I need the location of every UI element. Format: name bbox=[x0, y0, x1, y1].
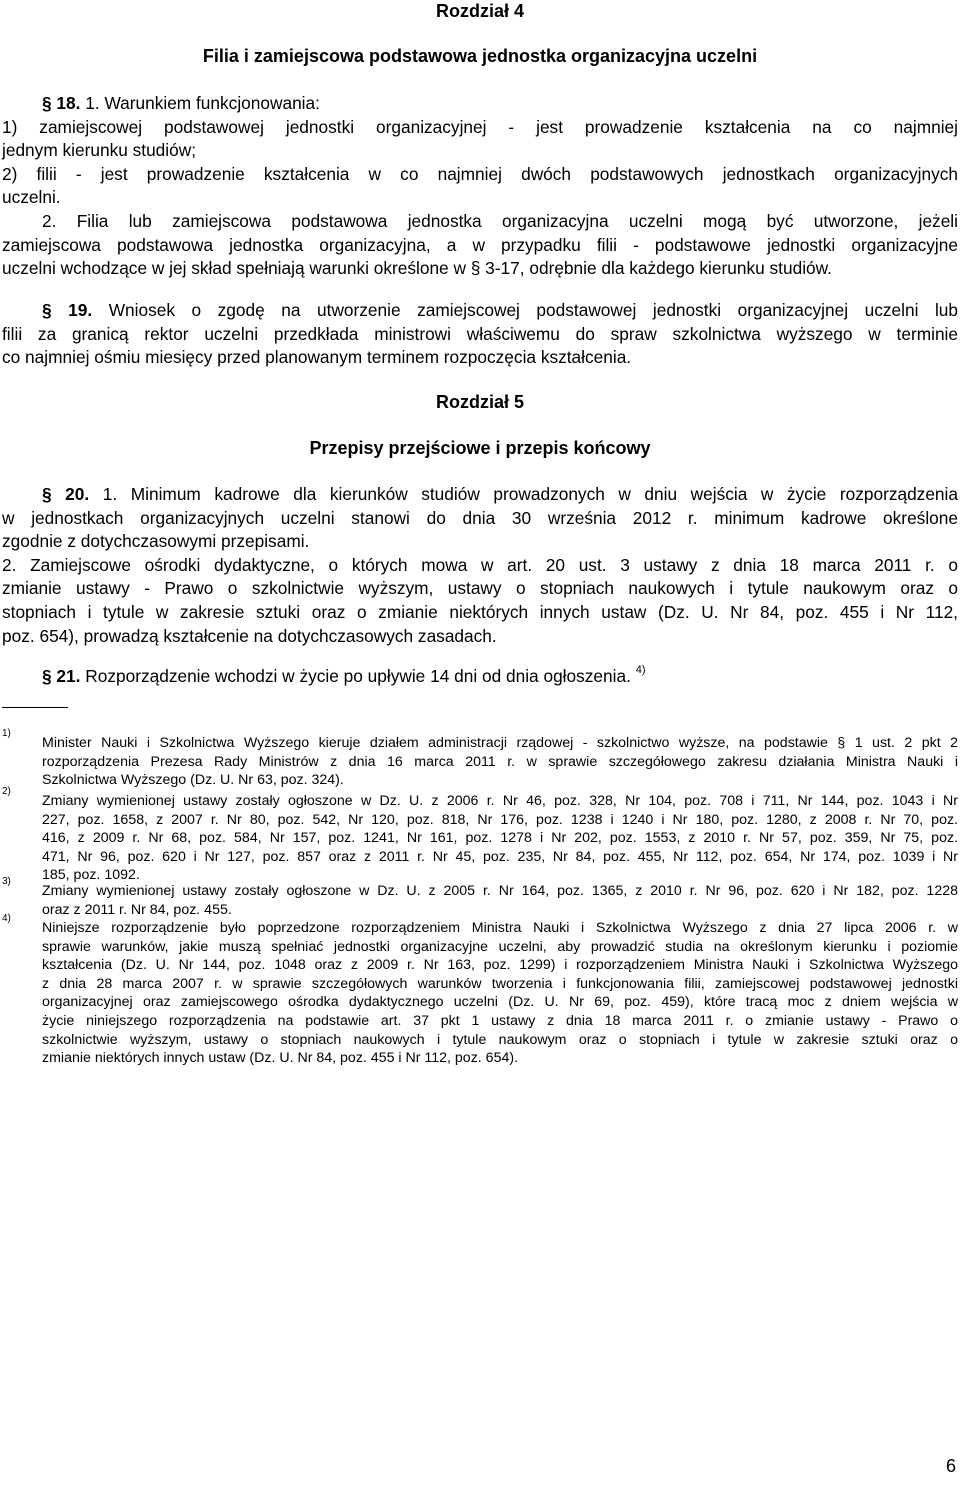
p18-line-1: § 18. 1. Warunkiem funkcjonowania: bbox=[42, 93, 320, 113]
p20-line-3: zgodnie z dotychczasowymi przepisami. bbox=[2, 531, 310, 552]
p20-line-1: § 20. 1. Minimum kadrowe dla kierunków studiów prowadzonych w dniu wejścia w życie rozporządzenia bbox=[42, 484, 958, 504]
footnote-line: Zmiany wymienionej ustawy zostały ogłoszone w Dz. U. z 2005 r. Nr 164, poz. 1365, z 2010 r. Nr 96, poz. 620 i Nr 182, poz. 1228 bbox=[42, 883, 958, 899]
footnote-line: sprawie warunków, jakie muszą spełniać jednostki organizacyjne uczelni, aby prowadzić studia na określonym kierunku i poziomie bbox=[42, 938, 958, 955]
footnote-line: Minister Nauki i Szkolnictwa Wyższego kieruje działem administracji rządowej - szkolnictwo wyższe, na podstawie § 1 ust. 2 pkt 2 bbox=[42, 735, 958, 751]
footnote-line: 471, Nr 96, poz. 620 i Nr 127, poz. 857 oraz z 2011 r. Nr 45, poz. 235, Nr 84, poz. 455, Nr 112, poz. 654, Nr 174, poz. 1039 i Nr bbox=[42, 848, 958, 865]
footnote-line: Niniejsze rozporządzenie było poprzedzone rozporządzeniem Ministra Nauki i Szkolnictwa Wyższego z dnia 27 lipca 2006 r. w bbox=[42, 920, 958, 936]
p19-number: § 19. bbox=[42, 300, 93, 320]
footnote-divider bbox=[2, 707, 68, 708]
footnote-line: oraz z 2011 r. Nr 84, poz. 455. bbox=[42, 901, 232, 918]
p20-line-2: w jednostkach organizacyjnych uczelni stanowi do dnia 30 września 2012 r. minimum kadrowe określone bbox=[2, 507, 958, 528]
footnote-line: życie niniejszego rozporządzenia na podstawie art. 37 pkt 1 ustawy z dnia 18 marca 2011 r. o zmianie ustawy - Prawo o bbox=[42, 1012, 958, 1029]
footnote-text bbox=[42, 919, 958, 1068]
paragraph-21 bbox=[2, 665, 958, 689]
footnote-mark: 1) bbox=[2, 728, 11, 739]
footnote-line: Zmiany wymienionej ustawy zostały ogłoszone w Dz. U. z 2006 r. Nr 46, poz. 328, Nr 104, poz. 708 i 711, Nr 144, poz. 1043 i Nr bbox=[42, 793, 958, 809]
footnote-mark: 2) bbox=[2, 786, 11, 797]
footnote-line: 416, z 2009 r. Nr 68, poz. 584, Nr 157, poz. 1241, Nr 161, poz. 1278 i Nr 202, poz. 1553, z 2010 r. Nr 57, poz. 359, Nr 75, poz. bbox=[42, 830, 958, 847]
p20-line-4: 2. Zamiejscowe ośrodki dydaktyczne, o których mowa w art. 20 ust. 3 ustawy z dnia 18 marca 2011 r. o bbox=[2, 554, 958, 575]
chapter-4-title: Rozdział 4 bbox=[435, 1, 524, 21]
footnote-line: kształcenia (Dz. U. Nr 144, poz. 1048 oraz z 2009 r. Nr 163, poz. 1299) i rozporządzeniem Ministra Nauki i Szkolnictwa Wyższego bbox=[42, 957, 958, 974]
p20-number: § 20. bbox=[42, 484, 90, 504]
paragraph-19 bbox=[2, 299, 958, 370]
page-number: 6 bbox=[945, 1456, 956, 1476]
chapter-5-subtitle: Przepisy przejściowe i przepis końcowy bbox=[309, 438, 651, 458]
p20-line-5: zmianie ustawy - Prawo o szkolnictwie wyższym, ustawy o stopniach naukowych i tytule naukowym oraz o bbox=[2, 578, 958, 599]
footnote-line: 185, poz. 1092. bbox=[42, 867, 140, 884]
p18-line-2: 1) zamiejscowej podstawowej jednostki organizacyjnej - jest prowadzenie kształcenia na co najmniej bbox=[2, 116, 958, 137]
p21-number: § 21. bbox=[42, 666, 81, 686]
chapter-4-subtitle: Filia i zamiejscowa podstawowa jednostka organizacyjna uczelni bbox=[202, 46, 758, 66]
p18-line-7: zamiejscowa podstawowa jednostka organizacyjna, a w przypadku filii - podstawowe jednostki organizacyjne bbox=[2, 234, 958, 255]
p19-line-1: § 19. Wniosek o zgodę na utworzenie zamiejscowej podstawowej jednostki organizacyjnej uczelni lub bbox=[42, 300, 959, 320]
paragraph-18 bbox=[2, 92, 958, 281]
p18-line-6: 2. Filia lub zamiejscowa podstawowa jednostka organizacyjna uczelni mogą być utworzone, jeżeli bbox=[42, 210, 958, 231]
footnote-text bbox=[42, 792, 958, 885]
footnote-line: 227, poz. 1658, z 2007 r. Nr 80, poz. 542, Nr 120, poz. 818, Nr 176, poz. 1238 i 1240 i Nr 180, poz. 1280, z 2008 r. Nr 70, poz. bbox=[42, 811, 958, 828]
p18-line-4: 2) filii - jest prowadzenie kształcenia w co najmniej dwóch podstawowych jednostkach organizacyjnych bbox=[2, 163, 958, 184]
p19-line-2: filii za granicą rektor uczelni przedkłada ministrowi właściwemu do spraw szkolnictwa wyższego w terminie bbox=[2, 323, 958, 344]
p18-number: § 18. bbox=[42, 93, 81, 113]
p18-line-8: uczelni wchodzące w jej skład spełniają warunki określone w § 3-17, odrębnie dla każdego kierunku studiów. bbox=[2, 258, 832, 279]
p21-line-1 bbox=[2, 665, 958, 689]
footnote-line: szkolnictwie wyższym, ustawy o stopniach naukowych i tytule naukowym oraz o stopniach i tytule w zakresie sztuki oraz o bbox=[42, 1031, 958, 1048]
p19-line-3: co najmniej ośmiu miesięcy przed planowanym terminem rozpoczęcia kształcenia. bbox=[2, 347, 632, 368]
p18-line-5: uczelni. bbox=[2, 187, 61, 208]
footnote-ref-4: 4) bbox=[635, 664, 646, 676]
chapter-5-title: Rozdział 5 bbox=[435, 392, 524, 412]
footnote-line: rozporządzenia Prezesa Rady Ministrów z dnia 16 marca 2011 r. w sprawie szczegółowego zakresu działania Ministra Nauki i bbox=[42, 753, 958, 770]
p21-text: Rozporządzenie wchodzi w życie po upływie 14 dni od dnia ogłoszenia. bbox=[85, 666, 631, 686]
footnote-line: Szkolnictwa Wyższego (Dz. U. Nr 63, poz. 324). bbox=[42, 772, 344, 789]
footnote-mark: 4) bbox=[2, 913, 11, 924]
footnote-line: organizacyjnej oraz zamiejscowego ośrodka dydaktycznego uczelni (Dz. U. Nr 69, poz. 459), które tracą moc z dniem wejścia w bbox=[42, 994, 958, 1011]
p20-line-6: stopniach i tytule w zakresie sztuki oraz o zmianie niektórych innych ustaw (Dz. U. Nr 84, poz. 455 i Nr 112, bbox=[2, 601, 958, 622]
p20-line-7: poz. 654), prowadzą kształcenie na dotychczasowych zasadach. bbox=[2, 625, 497, 646]
footnote-mark: 3) bbox=[2, 876, 11, 887]
footnote-text bbox=[42, 882, 958, 919]
footnote-line: z dnia 28 marca 2007 r. w sprawie szczegółowych warunków tworzenia i funkcjonowania filii, zamiejscowej podstawowej jednostki bbox=[42, 975, 958, 992]
footnote-line: zmianie niektórych innych ustaw (Dz. U. Nr 84, poz. 455 i Nr 112, poz. 654). bbox=[42, 1050, 519, 1067]
paragraph-20 bbox=[2, 483, 958, 648]
footnote-text bbox=[42, 734, 958, 790]
p18-line-3: jednym kierunku studiów; bbox=[2, 140, 197, 161]
